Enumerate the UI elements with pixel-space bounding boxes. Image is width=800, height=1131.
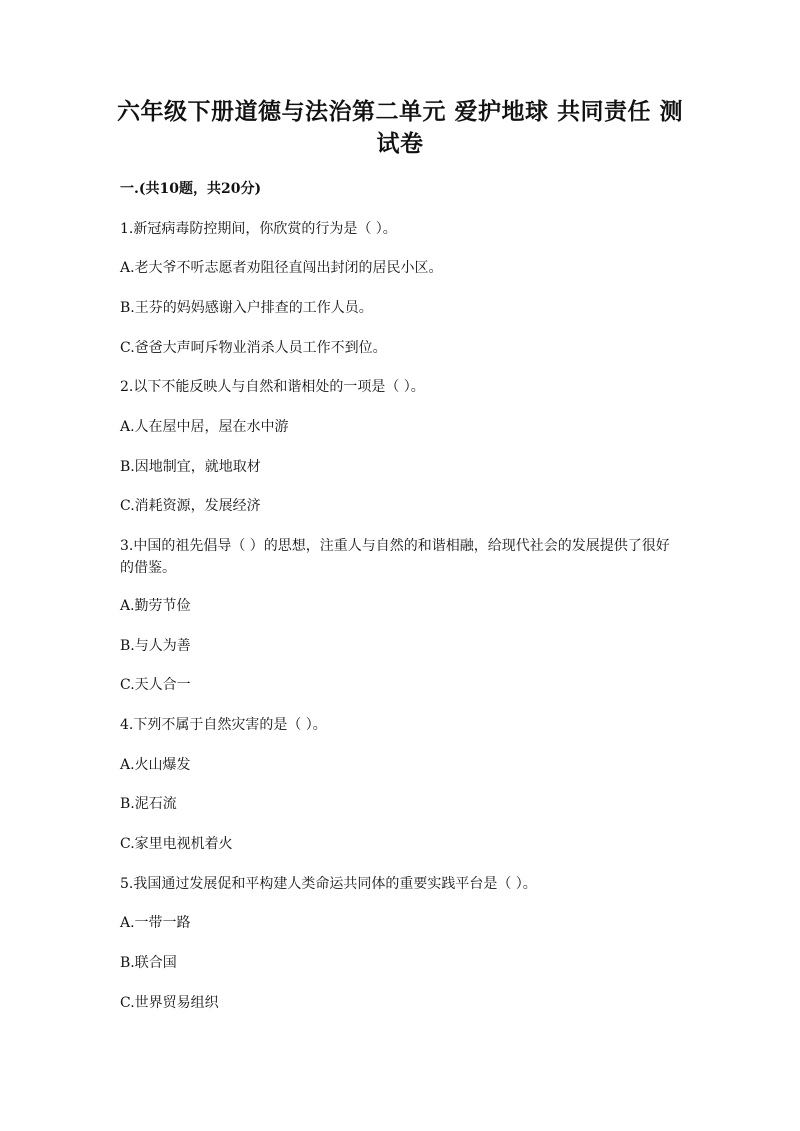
question-4-option-a: A.火山爆发 (120, 757, 191, 773)
question-4-option-b: B.泥石流 (120, 796, 177, 812)
question-1-option-b: B.王芬的妈妈感谢入户排查的工作人员。 (120, 300, 373, 316)
question-1-stem: 1.新冠病毒防控期间，你欣赏的行为是（ ）。 (120, 221, 397, 237)
question-3-option-c: C.天人合一 (120, 677, 191, 693)
question-5-option-c: C.世界贸易组织 (120, 995, 219, 1011)
question-4-stem: 4.下列不属于自然灾害的是（ ）。 (120, 717, 327, 733)
question-3-stem: 3.中国的祖先倡导（ ）的思想，注重人与自然的和谐相融，给现代社会的发展提供了很好的借鉴。 (120, 538, 670, 576)
question-2-option-b: B.因地制宜，就地取材 (120, 459, 261, 475)
question-5-option-b: B.联合国 (120, 955, 177, 971)
question-1-option-a: A.老大爷不听志愿者劝阻径直闯出封闭的居民小区。 (120, 260, 443, 276)
question-4-option-c: C.家里电视机着火 (120, 836, 233, 852)
question-3-option-a: A.勤劳节俭 (120, 598, 191, 614)
question-1-option-c: C.爸爸大声呵斥物业消杀人员工作不到位。 (120, 340, 387, 356)
question-2-stem: 2.以下不能反映人与自然和谐相处的一项是（ ）。 (120, 379, 425, 395)
question-5-option-a: A.一带一路 (120, 915, 191, 931)
section-heading: 一.(共10题，共20分) (120, 181, 262, 197)
page-title: 六年级下册道德与法治第二单元 爱护地球 共同责任 测试卷 (116, 98, 684, 157)
question-3-option-b: B.与人为善 (120, 638, 191, 654)
question-2-option-c: C.消耗资源，发展经济 (120, 498, 261, 514)
question-5-stem: 5.我国通过发展促和平构建人类命运共同体的重要实践平台是（ ）。 (120, 876, 537, 892)
question-2-option-a: A.人在屋中居，屋在水中游 (120, 419, 289, 435)
